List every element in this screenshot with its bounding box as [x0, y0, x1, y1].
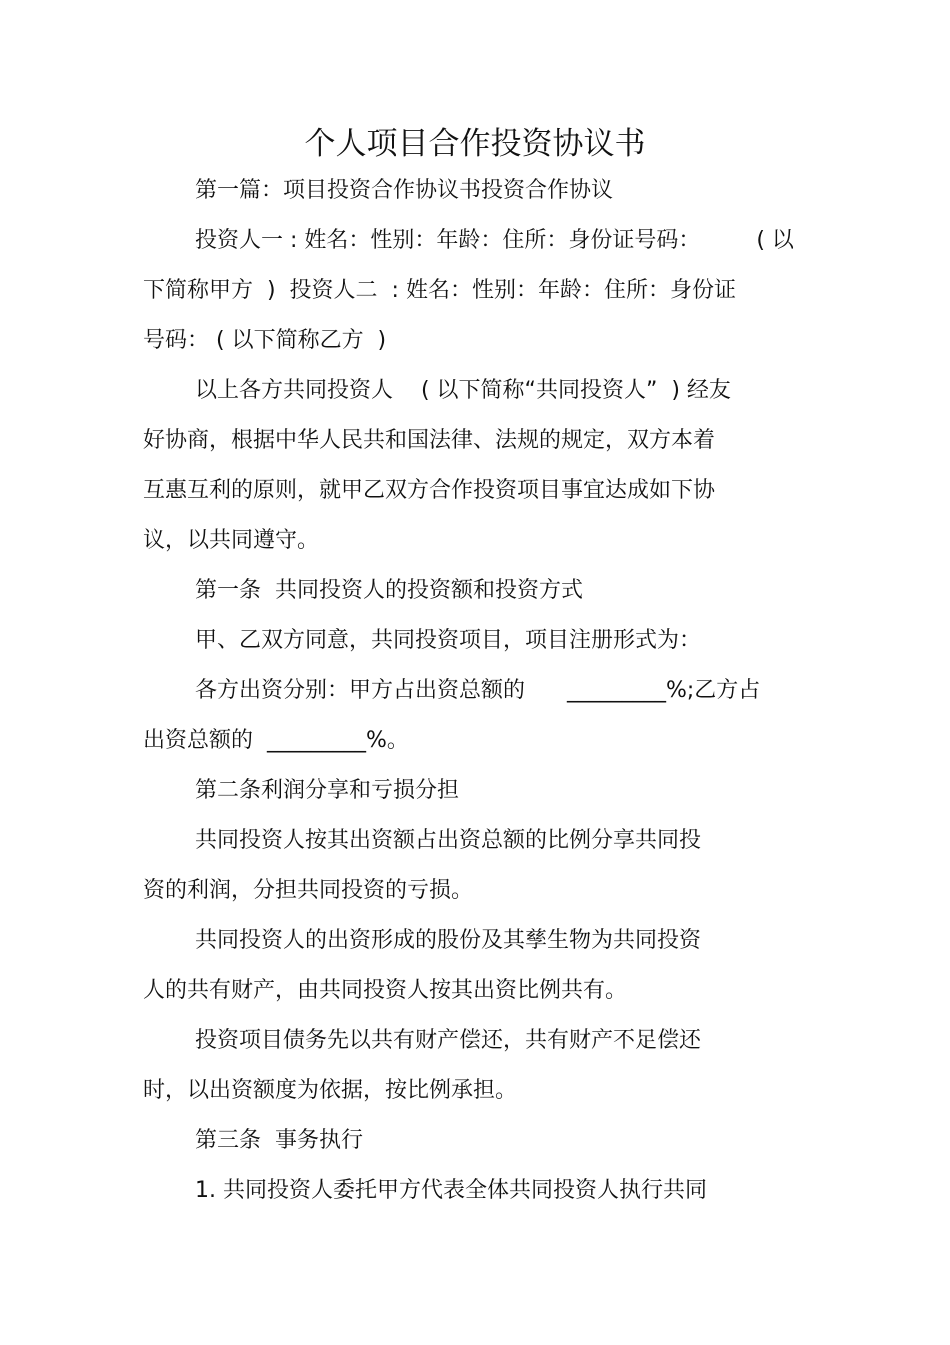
paragraph-line: 号码： ( 以下简称乙方 ) — [143, 328, 387, 353]
paragraph-line: 互惠互利的原则，就甲乙双方合作投资项目事宜达成如下协 — [143, 478, 716, 503]
paragraph-line: 出资总额的 _________%。 — [143, 728, 409, 753]
paragraph-line: 甲、乙双方同意，共同投资项目，项目注册形式为： — [195, 628, 702, 653]
document-title: 个人项目合作投资协议书 — [304, 126, 646, 162]
section-heading: 第一条 共同投资人的投资额和投资方式 — [195, 578, 583, 603]
paragraph-line: 投资项目债务先以共有财产偿还，共有财产不足偿还 — [195, 1028, 702, 1053]
paragraph-line: 共同投资人的出资形成的股份及其孳生物为共同投资 — [195, 928, 702, 953]
section-heading: 第二条利润分享和亏损分担 — [195, 778, 460, 803]
paragraph-line: 投资人一 : 姓名：性别：年龄：住所：身份证号码： ( 以 — [195, 228, 794, 253]
section-heading: 第三条 事务执行 — [195, 1128, 363, 1153]
paragraph-line: 1. 共同投资人委托甲方代表全体共同投资人执行共同 — [195, 1178, 707, 1203]
paragraph-line: 时，以出资额度为依据，按比例承担。 — [143, 1078, 518, 1103]
paragraph-line: 各方出资分别：甲方占出资总额的 _________%;乙方占 — [195, 678, 761, 703]
paragraph-line: 资的利润，分担共同投资的亏损。 — [143, 878, 474, 903]
paragraph-line: 好协商，根据中华人民共和国法律、法规的规定，双方本着 — [143, 428, 716, 453]
paragraph-line: 人的共有财产，由共同投资人按其出资比例共有。 — [143, 978, 628, 1003]
paragraph-line: 共同投资人按其出资额占出资总额的比例分享共同投 — [195, 828, 702, 853]
paragraph-line: 以上各方共同投资人 ( 以下简称“共同投资人” ) 经友 — [195, 378, 731, 403]
paragraph-line: 下简称甲方 ) 投资人二 : 姓名：性别：年龄：住所：身份证 — [143, 278, 736, 303]
paragraph-line: 第一篇：项目投资合作协议书投资合作协议 — [195, 178, 614, 203]
paragraph-line: 议，以共同遵守。 — [143, 528, 320, 553]
